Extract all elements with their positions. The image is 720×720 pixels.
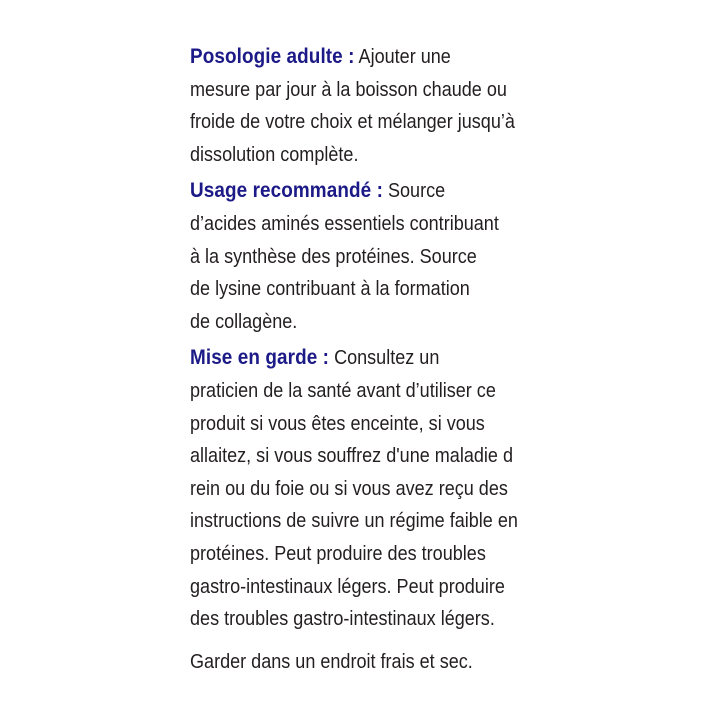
body-line: gastro-intestinaux légers. Peut produire <box>190 574 505 598</box>
body-line: allaitez, si vous souffrez d'une maladie d <box>190 444 514 468</box>
body-line: des troubles gastro-intestinaux légers. <box>190 607 495 631</box>
storage-note-text: Garder dans un endroit frais et sec. <box>190 649 473 673</box>
body-line: Source <box>382 179 446 203</box>
body-line: Consultez un <box>329 346 440 370</box>
body-line: praticien de la santé avant d’utiliser ce <box>190 378 496 402</box>
body-line: à la synthèse des protéines. Source <box>190 244 477 268</box>
heading-usage: Usage recommandé : <box>190 178 383 203</box>
body-line: d’acides aminés essentiels contribuant <box>190 211 499 235</box>
section-first-line <box>190 174 507 208</box>
section-first-line <box>190 40 507 74</box>
body-line: Ajouter une <box>354 45 451 68</box>
body-line: froide de votre choix et mélanger jusqu’à <box>190 110 515 134</box>
heading-mise-en-garde: Mise en garde : <box>190 345 330 370</box>
section-usage <box>190 174 507 338</box>
body-line: mesure par jour à la boisson chaude ou <box>190 77 507 101</box>
instructions-text <box>190 40 518 678</box>
storage-note <box>190 646 507 679</box>
body-line: instructions de suivre un régime faible en <box>190 509 518 533</box>
body-line: de collagène. <box>190 309 298 333</box>
section-mise-en-garde <box>190 341 518 635</box>
body-line: de lysine contribuant à la formation <box>190 277 470 301</box>
body-line: rein ou du foie ou si vous avez reçu des <box>190 476 508 500</box>
section-posologie <box>190 40 515 171</box>
body-line: dissolution complète. <box>190 142 359 166</box>
section-first-line <box>190 341 507 375</box>
body-line: produit si vous êtes enceinte, si vous <box>190 411 485 435</box>
body-line: protéines. Peut produire des troubles <box>190 541 486 565</box>
heading-posologie: Posologie adulte : <box>190 44 355 68</box>
